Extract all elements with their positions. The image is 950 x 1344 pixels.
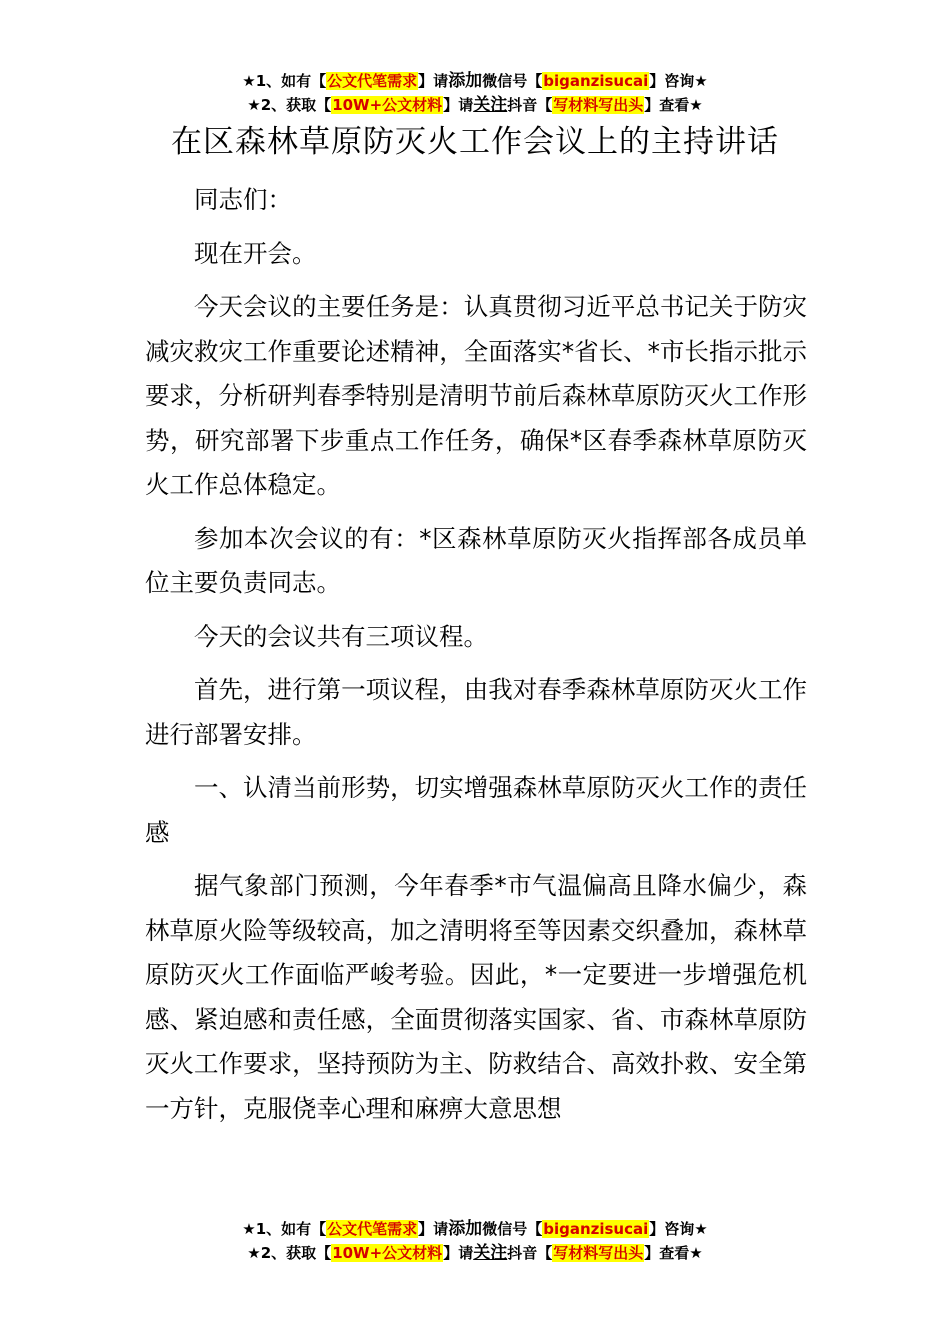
- paragraph-opening: 现在开会。: [194, 238, 317, 268]
- promo-text: 】请: [443, 96, 474, 114]
- paragraph-first-item: 首先，进行第一项议程，由我对春季森林草原防灭火工作进行部署安排。: [145, 675, 807, 749]
- paragraph-tasks: 今天会议的主要任务是：认真贯彻习近平总书记关于防灾减灾救灾工作重要论述精神，全面落实*省长、*市长指示批示要求，分析研判春季特别是清明节前后森林草原防灭火工作形势，研究部署下步重点工作任务，确保*区春季森林草原防灭火工作总体稳定。: [145, 292, 807, 499]
- promo-emphasis: 添加: [448, 71, 483, 91]
- promo-text: 抖音【: [507, 1244, 553, 1262]
- promo-text: 微信号【: [482, 1220, 543, 1238]
- document-title: 在区森林草原防灭火工作会议上的主持讲话: [171, 124, 779, 160]
- paragraph-salutation: 同志们：: [194, 185, 292, 214]
- promo-emphasis: 关注: [473, 1243, 508, 1263]
- header-promo-banner: [0, 69, 950, 117]
- promo-text: 抖音【: [507, 96, 553, 114]
- promo-text: ★1、如有【: [242, 1220, 327, 1238]
- promo-text: 】查看★: [644, 1244, 703, 1262]
- promo-text: ★2、获取【: [247, 1244, 332, 1262]
- promo-line-1: [0, 69, 950, 93]
- promo-highlight: 写材料写出头: [553, 96, 644, 114]
- promo-highlight: 写材料写出头: [553, 1244, 644, 1262]
- promo-text: 】咨询★: [649, 72, 708, 90]
- promo-text: 】咨询★: [649, 1220, 708, 1238]
- promo-text: ★1、如有【: [242, 72, 327, 90]
- promo-emphasis: 关注: [473, 95, 508, 115]
- promo-highlight: 10W+公文材料: [332, 1244, 443, 1262]
- promo-text: ★2、获取【: [247, 96, 332, 114]
- promo-highlight: 公文代笔需求: [327, 1220, 418, 1238]
- document-body: [145, 178, 807, 1140]
- promo-emphasis: 添加: [448, 1219, 483, 1239]
- promo-highlight: 公文代笔需求: [327, 72, 418, 90]
- paragraph-situation: 据气象部门预测，今年春季*市气温偏高且降水偏少，森林草原火险等级较高，加之清明将至等因素交织叠加，森林草原防灭火工作面临严峻考验。因此，*一定要进一步增强危机感、紧迫感和责任感，全面贯彻落实国家、省、市森林草原防灭火工作要求，坚持预防为主、防救结合、高效扑救、安全第一方针，克服侥幸心理和麻痹大意思想: [145, 871, 807, 1123]
- promo-text: 】请: [443, 1244, 474, 1262]
- promo-highlight: biganzisucai: [543, 1220, 649, 1238]
- promo-line-1: [0, 1217, 950, 1241]
- footer-promo-banner: [0, 1217, 950, 1265]
- paragraph-agenda: 今天的会议共有三项议程。: [194, 621, 488, 651]
- promo-text: 】请: [418, 1220, 449, 1238]
- promo-highlight: 10W+公文材料: [332, 96, 443, 114]
- promo-text: 】请: [418, 72, 449, 90]
- paragraph-attendees: 参加本次会议的有：*区森林草原防灭火指挥部各成员单位主要负责同志。: [145, 523, 807, 597]
- promo-line-2: [0, 1241, 950, 1265]
- promo-highlight: biganzisucai: [543, 72, 649, 90]
- promo-text: 微信号【: [482, 72, 543, 90]
- promo-line-2: [0, 93, 950, 117]
- promo-text: 】查看★: [644, 96, 703, 114]
- section-heading-1: 一、认清当前形势，切实增强森林草原防灭火工作的责任感: [145, 773, 807, 847]
